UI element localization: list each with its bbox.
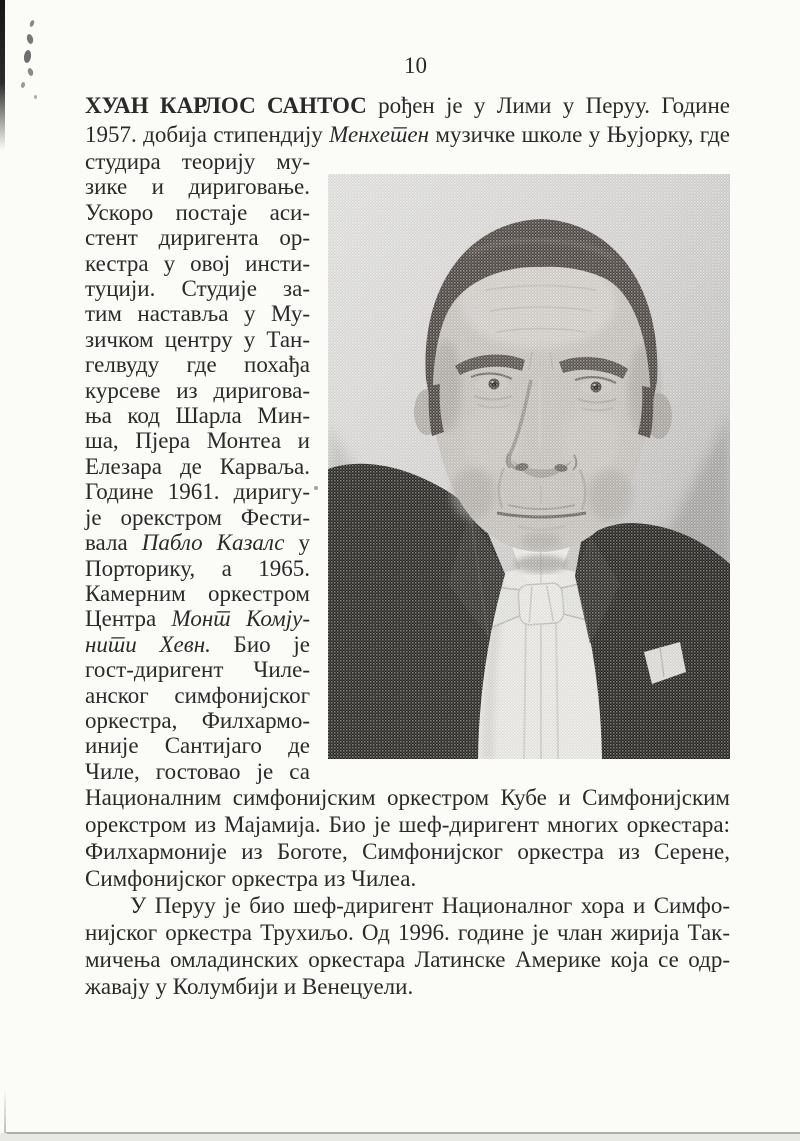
sheet-bottom-edge xyxy=(0,1133,800,1141)
wrap-text-column xyxy=(85,149,310,784)
text-line: нити Хевн. Био је xyxy=(85,631,310,657)
text-line: ша, Пјера Монтеа и xyxy=(85,428,310,454)
text-line: Филхармоније из Боготе, Симфонијског оркестра из Серене, xyxy=(85,839,730,865)
text-line: зике и дириговање. xyxy=(85,174,310,200)
text-line: стент диригента ор- xyxy=(85,225,310,251)
text-line: анског симфонијског xyxy=(85,682,310,708)
body-paragraph xyxy=(85,784,730,892)
scan-edge-strip xyxy=(0,0,5,150)
text-line: гост-диригент Чиле- xyxy=(85,657,310,683)
sheet-left-edge xyxy=(4,1087,6,1133)
text-line: ња код Шарла Мин- xyxy=(85,403,310,429)
text-line: студира теорију му- xyxy=(85,149,310,174)
text-line: ХУАН КАРЛОС САНТОС рођен је у Лими у Перуу. Године xyxy=(85,93,730,118)
text-line: Камерним оркестром xyxy=(85,580,310,606)
text-line: Елезара де Карваља. xyxy=(85,453,310,479)
text-line: вала Пабло Казалс у xyxy=(85,530,311,556)
intro-paragraph xyxy=(85,91,730,149)
body-paragraph xyxy=(85,892,730,1000)
text-line: зичком центру у Тан- xyxy=(85,326,310,352)
text-line: Центра Монт Комју- xyxy=(85,606,310,632)
text-line: гелвуду где похађа xyxy=(85,352,310,378)
text-line: орекстром из Мајамија. Био је шеф-диригент многих оркестара: xyxy=(85,812,730,838)
text-line: иније Сантијаго де xyxy=(85,733,310,759)
portrait-photo xyxy=(328,174,730,759)
text-line: мичења омладинских оркестара Латинске Америке која се одр- xyxy=(85,947,730,973)
text-line: Симфонијског оркестра из Чилеа. xyxy=(85,866,417,892)
text-line: 1957. добија стипендију Менхетен музичке школе у Њујорку, где xyxy=(85,122,730,147)
paper-speck xyxy=(314,486,318,490)
text-line: Порторику, а 1965. xyxy=(85,555,310,581)
sheet-edge-line xyxy=(6,1132,800,1134)
page-number: 10 xyxy=(404,53,427,78)
text-line: туцији. Студије за- xyxy=(85,276,310,302)
text-line: Године 1961. диригу- xyxy=(85,479,310,505)
text-line: нијског оркестра Трухиљо. Од 1996. године је члан жирија Так- xyxy=(85,920,730,946)
text-line: жавају у Колумбији и Венецуели. xyxy=(85,974,414,1000)
text-line: Ускоро постаје аси- xyxy=(85,199,310,225)
text-line: Чиле, гостовао је са xyxy=(85,758,310,784)
text-line: је орекстром Фести- xyxy=(85,504,310,530)
page-content xyxy=(85,0,730,1000)
text-photo-row xyxy=(85,149,730,784)
text-line: Националним симфонијским оркестром Кубе и Симфонијским xyxy=(85,785,730,811)
text-line: оркестра, Филхармо- xyxy=(85,707,310,733)
text-line: курсеве из диригова- xyxy=(85,377,310,403)
text-line: тим наставља у Му- xyxy=(85,301,310,327)
text-line: У Перуу је био шеф-диригент Националног хора и Симфо- xyxy=(130,893,730,919)
text-line: кестра у овој инсти- xyxy=(85,250,310,276)
